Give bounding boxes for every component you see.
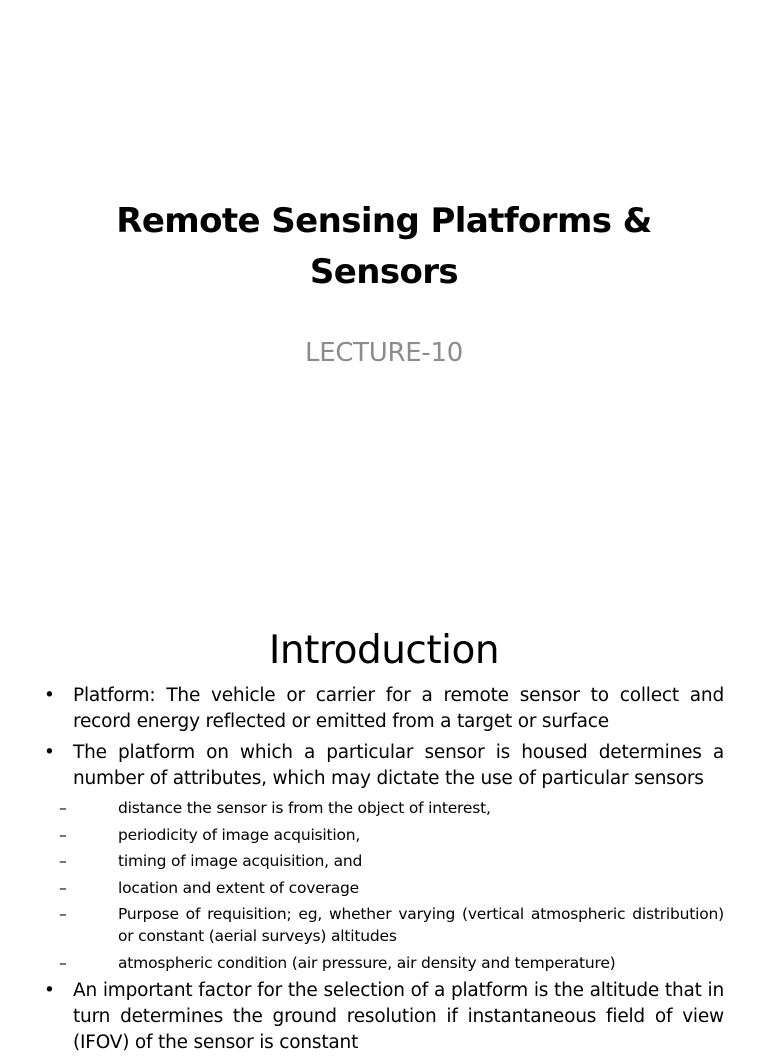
bullet-list	[44, 683, 724, 1061]
dash-mark: –	[59, 953, 67, 972]
sub-bullet-text: timing of image acquisition, and	[118, 852, 363, 870]
bullet-mark: •	[44, 742, 55, 763]
sub-list-item	[59, 824, 724, 846]
dash-mark: –	[59, 905, 67, 923]
list-item	[44, 683, 724, 735]
sub-list-item	[59, 797, 724, 819]
dash-mark: –	[59, 799, 67, 817]
list-item	[44, 978, 724, 1056]
sub-bullet-text: location and extent of coverage	[118, 878, 360, 897]
bullet-text: An important factor for the selection of a platform is the altitude that in turn determines the ground resolution if instantaneous field of view (IFOV) of the sensor is constant	[73, 980, 724, 1053]
list-item	[44, 740, 724, 792]
bullet-text: Platform: The vehicle or carrier for a remote sensor to collect and record energy reflected or emitted from a target or surface	[73, 685, 724, 732]
slide-title: Remote Sensing Platforms & Sensors	[116, 201, 652, 292]
sub-list-item	[59, 952, 724, 974]
slide-title: Introduction	[268, 628, 500, 673]
sub-bullet-text: distance the sensor is from the object of interest,	[118, 799, 491, 817]
slide-subtitle: LECTURE-10	[305, 338, 463, 368]
sub-bullet-text: Purpose of requisition; eg, whether varying (vertical atmospheric distribution) or constant (aerial surveys) altitudes	[118, 905, 724, 945]
sub-bullet-text: periodicity of image acquisition,	[118, 825, 361, 844]
sub-list-item	[59, 850, 724, 872]
bullet-mark: •	[44, 980, 55, 1001]
dash-mark: –	[59, 852, 67, 870]
sub-list-item	[59, 903, 724, 947]
bullet-text: The platform on which a particular sensor is housed determines a number of attributes, which may dictate the use of particular sensors	[73, 742, 724, 789]
sub-list-item	[59, 877, 724, 899]
sub-bullet-text: atmospheric condition (air pressure, air density and temperature)	[118, 953, 616, 972]
introduction-slide	[0, 586, 768, 1053]
bullet-mark: •	[44, 685, 55, 706]
dash-mark: –	[59, 878, 67, 897]
dash-mark: –	[59, 825, 67, 844]
